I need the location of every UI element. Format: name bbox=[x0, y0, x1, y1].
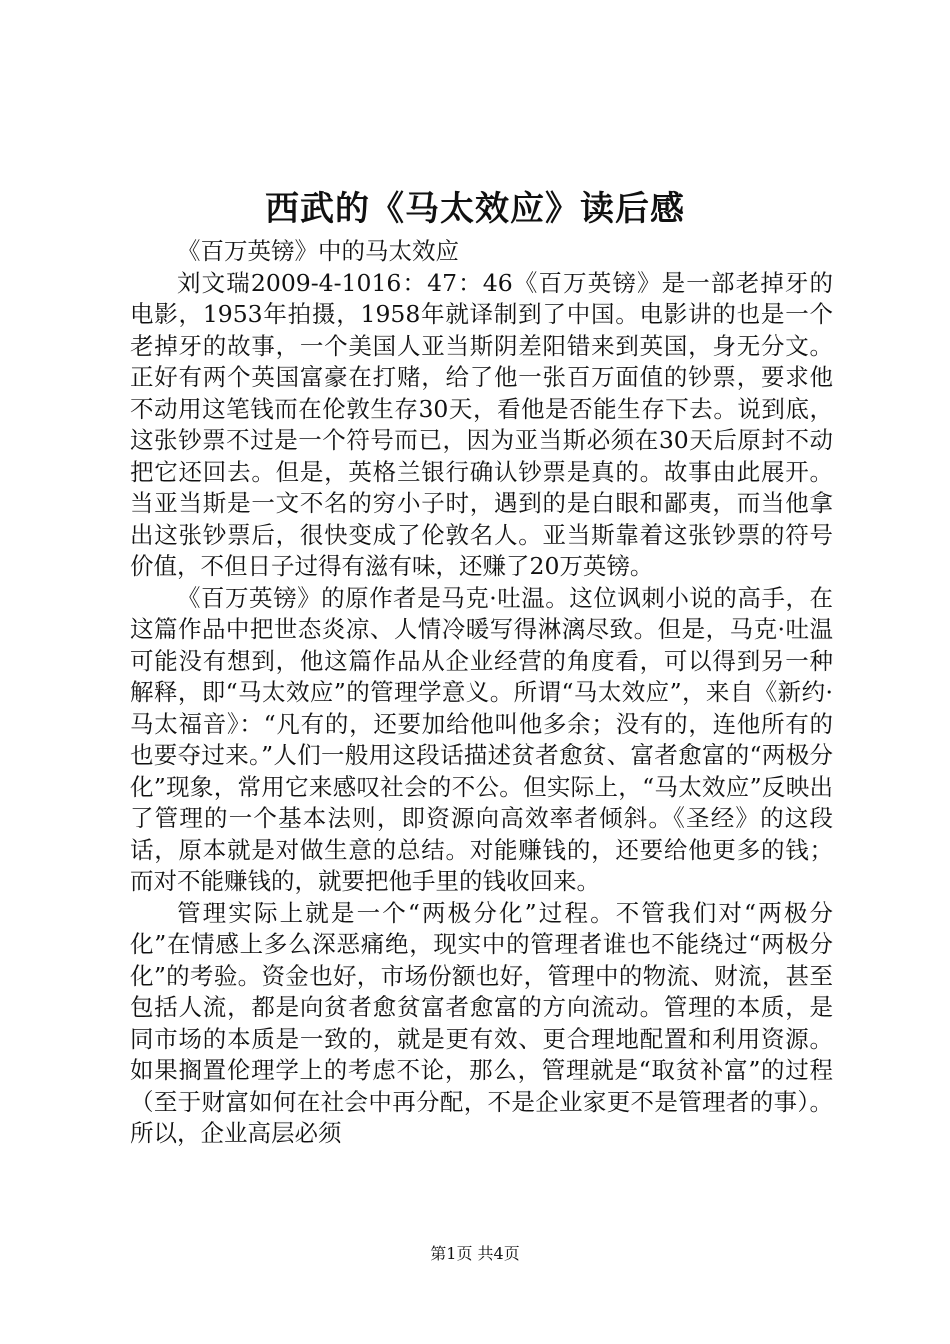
paragraph-3: 管理实际上就是一个“两极分化”过程。不管我们对“两极分化”在情感上多么深恶痛绝，现实中的管理者谁也不能绕过“两极分化”的考验。资金也好，市场份额也好，管理中的物流、财流，甚至包括人流，都是向贫者愈贫富者愈富的方向流动。管理的本质，是同市场的本质是一致的，就是更有效、更合理地配置和利用资源。如果搁置伦理学上的考虑不论，那么，管理就是“取贫补富”的过程（至于财富如何在社会中再分配，不是企业家更不是管理者的事）。所以，企业高层必须 bbox=[130, 898, 833, 1147]
paragraph-1: 刘文瑞2009-4-1016：47：46《百万英镑》是一部老掉牙的电影，1953年拍摄，1958年就译制到了中国。电影讲的也是一个老掉牙的故事，一个美国人亚当斯阴差阳错来到英国，身无分文。正好有两个英国富豪在打赌，给了他一张百万面值的钞票，要求他不动用这笔钱而在伦敦生存30天，看他是否能生存下去。说到底，这张钞票不过是一个符号而已，因为亚当斯必须在30天后原封不动把它还回去。但是，英格兰银行确认钞票是真的。故事由此展开。当亚当斯是一文不名的穷小子时，遇到的是白眼和鄙夷，而当他拿出这张钞票后，很快变成了伦敦名人。亚当斯靠着这张钞票的符号价值，不但日子过得有滋有味，还赚了20万英镑。 bbox=[130, 268, 833, 580]
document-title: 西武的《马太效应》读后感 bbox=[265, 189, 685, 229]
document-body bbox=[130, 236, 833, 1150]
page-footer: 第1页 共4页 bbox=[430, 1244, 520, 1263]
paragraph-2: 《百万英镑》的原作者是马克·吐温。这位讽刺小说的高手，在这篇作品中把世态炎凉、人情冷暖写得淋漓尽致。但是，马克·吐温可能没有想到，他这篇作品从企业经营的角度看，可以得到另一种解释，即“马太效应”的管理学意义。所谓“马太效应”，来自《新约·马太福音》：“凡有的，还要加给他叫他多余；没有的，连他所有的也要夺过来。”人们一般用这段话描述贫者愈贫、富者愈富的“两极分化”现象，常用它来感叹社会的不公。但实际上，“马太效应”反映出了管理的一个基本法则，即资源向高效率者倾斜。《圣经》的这段话，原本就是对做生意的总结。对能赚钱的，还要给他更多的钱；而对不能赚钱的，就要把他手里的钱收回来。 bbox=[130, 583, 833, 895]
paragraph-subtitle: 《百万英镑》中的马太效应 bbox=[177, 237, 459, 265]
